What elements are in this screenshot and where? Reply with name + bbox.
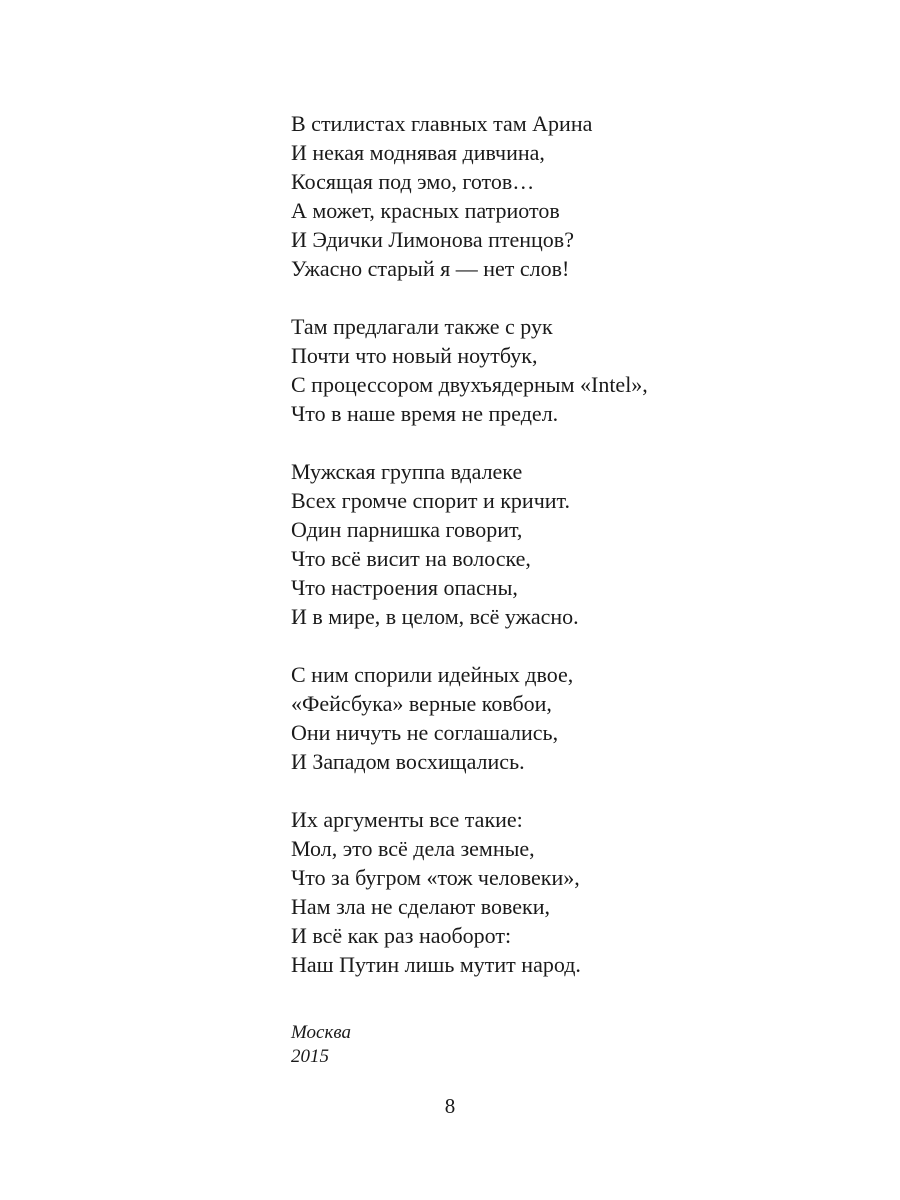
poem-line: И в мире, в целом, всё ужасно. xyxy=(291,604,579,629)
stanza-3 xyxy=(291,457,851,631)
stanza-2 xyxy=(291,312,851,428)
poem-line: Наш Путин лишь мутит народ. xyxy=(291,952,581,977)
poem-line: Ужасно старый я — нет слов! xyxy=(291,256,570,281)
poem-line: Их аргументы все такие: xyxy=(291,807,523,832)
poem-line: «Фейсбука» верные ковбои, xyxy=(291,691,552,716)
poem-line: Что настроения опасны, xyxy=(291,575,518,600)
signature-year: 2015 xyxy=(291,1046,329,1067)
poem-line: И некая моднявая дивчина, xyxy=(291,140,545,165)
poem-line: Один парнишка говорит, xyxy=(291,517,523,542)
stanza-1 xyxy=(291,109,851,283)
poem-line: Что всё висит на волоске, xyxy=(291,546,531,571)
poem-line: Нам зла не сделают вовеки, xyxy=(291,894,550,919)
poem-line: В стилистах главных там Арина xyxy=(291,111,593,136)
poem-line: А может, красных патриотов xyxy=(291,198,560,223)
poem xyxy=(291,109,851,1008)
poem-line: И Эдички Лимонова птенцов? xyxy=(291,227,574,252)
poem-line: Что в наше время не предел. xyxy=(291,401,559,426)
poem-line: Мол, это всё дела земные, xyxy=(291,836,535,861)
poem-line: Всех громче спорит и кричит. xyxy=(291,488,570,513)
signature-place: Москва xyxy=(291,1022,351,1043)
poem-line: И Западом восхищались. xyxy=(291,749,525,774)
poem-line: С процессором двухъядерным «Intel», xyxy=(291,372,648,397)
poem-line: И всё как раз наоборот: xyxy=(291,923,512,948)
poem-line: Почти что новый ноутбук, xyxy=(291,343,538,368)
stanza-4 xyxy=(291,660,851,776)
poem-line: Что за бугром «тож человеки», xyxy=(291,865,580,890)
poem-line: Они ничуть не соглашались, xyxy=(291,720,559,745)
poem-signature xyxy=(291,1021,351,1069)
poem-line: Мужская группа вдалеке xyxy=(291,459,523,484)
poem-line: Там предлагали также с рук xyxy=(291,314,553,339)
poem-line: С ним спорили идейных двое, xyxy=(291,662,574,687)
stanza-5 xyxy=(291,805,851,979)
poem-line: Косящая под эмо, готов… xyxy=(291,169,535,194)
page-number: 8 xyxy=(444,1094,456,1118)
